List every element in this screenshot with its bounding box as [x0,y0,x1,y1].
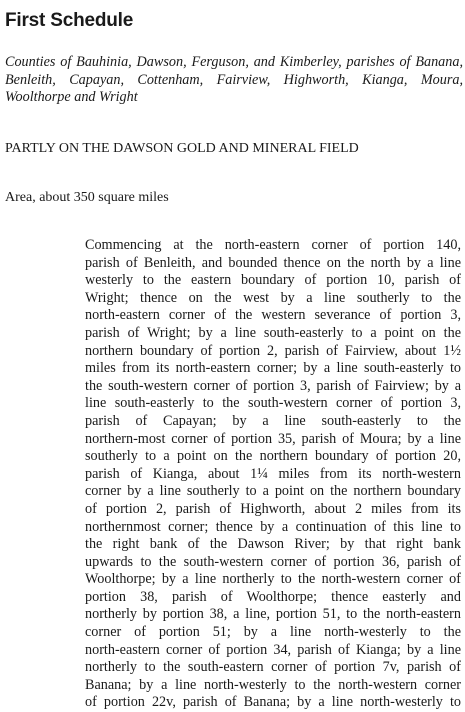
description-line: southerly to a point on the northern boundary of portion 20, [85,448,461,465]
description-line: the right bank of the Dawson River; by that right bank [85,536,461,553]
description-line: Banana; by a line north-westerly to the north-western corner [85,676,461,693]
description-line: the south-western corner of portion 3, parish of Fairview; by a [85,377,461,394]
description-line: north-eastern corner of portion 34, parish of Kianga; by a line [85,641,461,658]
description-line: northernmost corner; thence by a continuation of this line to [85,518,461,535]
description-line: northerly by portion 38, a line, portion 51, to the north-eastern [85,606,461,623]
description-line: parish of Capayan; by a line south-easterly to the [85,412,461,429]
field-heading: PARTLY ON THE DAWSON GOLD AND MINERAL FIELD [5,141,359,156]
description-line: Commencing at the north-eastern corner of portion 140, [85,237,461,253]
description-line: corner of portion 51; by a line north-westerly to the [85,624,461,641]
description-line: upwards to the south-western corner of portion 36, parish of [85,553,461,570]
description-line: northerly to the south-eastern corner of portion 7v, parish of [85,659,461,676]
schedule-title: First Schedule [5,10,134,31]
description-line: north-eastern corner of the western severance of portion 3, [85,307,461,324]
description-line: northern boundary of portion 2, parish of Fairview, about 1½ [85,342,461,359]
description-line: miles from its north-eastern corner; by a line south-easterly to [85,360,461,377]
description-line: parish of Benleith, and bounded thence on the north by a line [85,254,461,271]
description-line: corner by a line southerly to a point on the northern boundary [85,483,461,500]
description-line: parish of Kianga, about 1¼ miles from its north-western [85,465,461,482]
counties-and-parishes: Counties of Bauhinia, Dawson, Ferguson, and Kimberley, parishes of Banana, Benleith, Capayan, Cottenham, Fairview, Highworth, Kianga, Moura, Woolthorpe and Wright [5,54,463,105]
description-line: Woolthorpe; by a line northerly to the north-western corner of [85,571,461,588]
boundary-description [85,237,461,712]
description-line: parish of Wright; by a line south-easterly to a point on the [85,324,461,341]
description-line: of portion 2, parish of Highworth, about 2 miles from its [85,500,461,517]
area-statement: Area, about 350 square miles [5,190,169,205]
description-line: northern-most corner of portion 35, parish of Moura; by a line [85,430,461,447]
description-line: of portion 22v, parish of Banana; by a line north-westerly to [85,694,461,711]
description-line: Wright; thence on the west by a line southerly to the [85,289,461,306]
description-line: line south-easterly to the south-western corner of portion 3, [85,395,461,412]
description-line: westerly to the eastern boundary of portion 10, parish of [85,272,461,289]
description-line: portion 38, parish of Woolthorpe; thence easterly and [85,588,461,605]
